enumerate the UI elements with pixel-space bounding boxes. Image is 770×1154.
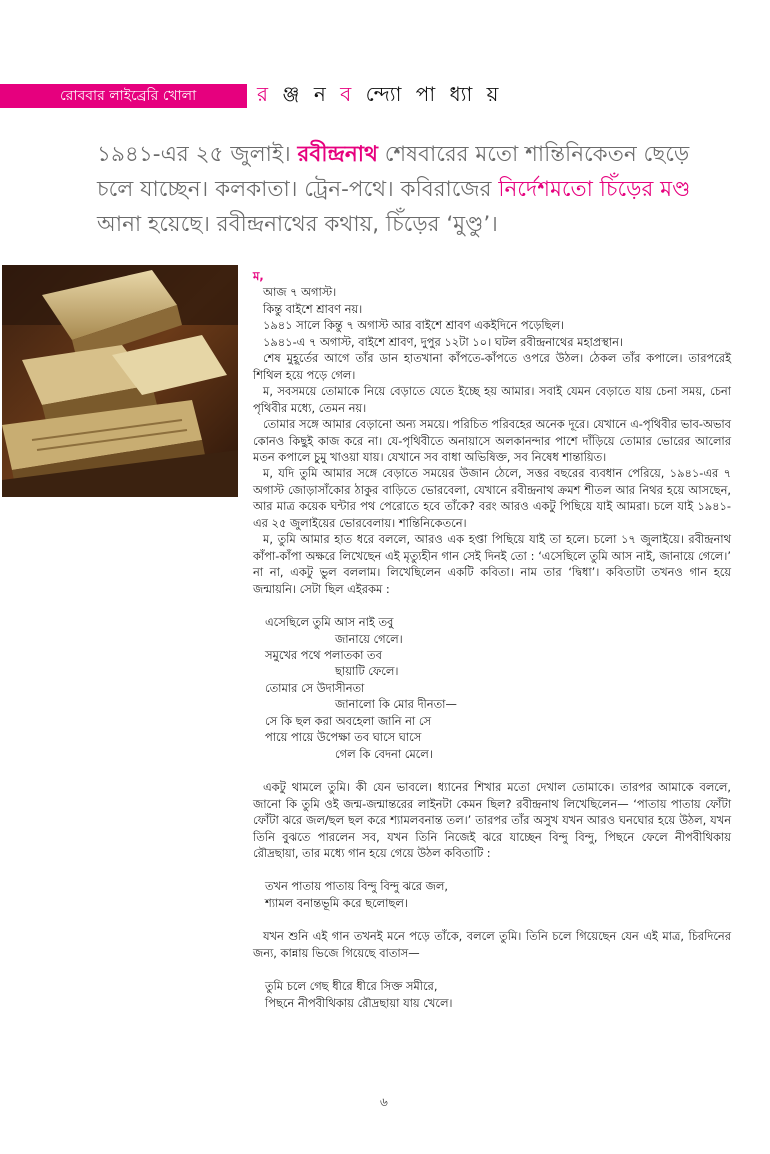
poem-line: তোমার সে উদাসীনতা: [265, 680, 365, 695]
intro-text-2: শেষবারের মতো শান্তিনিকেতন ছেড়ে চলে যাচ্ছেন। কলকাতা। ট্রেন-পথে। কবিরাজের: [97, 142, 690, 202]
paragraph: একটু থামলে তুমি। কী যেন ভাবলে। ধ্যানের শিখার মতো দেখাল তোমাকে। তারপর আমাকে বললে, জানো কি তুমি ওই জন্ম-জন্মান্তরের লাইনটা কেমন ছিল? রবীন্দ্রনাথ লিখেছিলেন— ‘পাতায় পাতায় ফোঁটা ফোঁটা ঝরে জল/ছল ছল করে শ্যামলবনান্ত তল।’ তারপর তাঁর অসুখ যখন আরও ঘনঘোর হয়ে উঠল, যখন তিনি বুঝতে পারলেন সব, যখন তিনি নিজেই ঝরে যাচ্ছেন বিন্দু বিন্দু, পিছনে ফেলে নীপবীথিকায় রৌদ্রছায়া, তার মধ্যে গান হয়ে গেয়ে উঠল কবিতাটি :: [253, 780, 731, 860]
paragraph: ম, যদি তুমি আমার সঙ্গে বেড়াতে সময়ের উজান ঠেলে, সত্তর বছরের ব্যবধান পেরিয়ে, ১৯৪১-এর ৭ অগাস্ট জোড়াসাঁকোর ঠাকুর বাড়িতে ভোরবেলা, যেখানে রবীন্দ্রনাথ ক্রমশ শীতল আর নিথর হয়ে আসছেন, আর মাত্র কয়েক ঘন্টার পথ পেরোতে হবে তাঁকে? বরং আরও একটু পিছিয়ে যাই আমরা। চলে যাই ১৯৪১-এর ২৫ জুলাইয়ের ভোরবেলায়। শান্তিনিকেতনে।: [253, 466, 731, 530]
poem-line: পায়ে পায়ে উপেক্ষা তব ঘাসে ঘাসে: [265, 730, 422, 745]
poem-line: জানায়ে গেলে।: [335, 631, 403, 646]
author-name: [257, 80, 502, 113]
poem-song-end: [265, 978, 731, 1011]
intro-text-3: আনা হয়েছে। রবীন্দ্রনাথের কথায়, চিঁড়ের ‘মুণ্ডু’।: [97, 212, 498, 237]
paragraph: আজ ৭ অগাস্ট।: [263, 285, 337, 300]
paragraph: ১৯৪১ সালে কিন্তু ৭ অগাস্ট আর বাইশে শ্রাবণ একইদিনে পড়েছিল।: [263, 318, 565, 333]
poem-line: গেল কি বেদনা মেলে।: [335, 746, 433, 761]
poem-line: সমুখের পথে পলাতকা তব: [265, 647, 382, 662]
poem-line: শ্যামল বনান্তভূমি করে ছলোছল।: [265, 895, 408, 910]
paragraph: যখন শুনি এই গান তখনই মনে পড়ে তাঁকে, বললে তুমি। তিনি চলে গিয়েছেন যেন এই মাত্র, চিরদিনের জন্য, কান্নায় ভিজে গিয়েছে বাতাস—: [253, 929, 731, 960]
paragraph: শেষ মুহূর্তের আগে তাঁর ডান হাতখানা কাঁপতে-কাঁপতে ওপরে উঠল। ঠেকল তাঁর কপালে। তারপরেই শিথিল হয়ে পড়ে গেল।: [253, 351, 731, 382]
poem-dwidha: [265, 614, 731, 762]
salutation: ম,: [253, 269, 264, 283]
poem-line: তুমি চলে গেছ ধীরে ধীরে সিক্ত সমীরে,: [265, 979, 438, 994]
author-last-initial: ব: [340, 82, 356, 106]
paragraph: কিন্তু বাইশে শ্রাবণ নয়।: [263, 301, 363, 316]
intro-highlight: নির্দেশমতো চিঁড়ের মণ্ড: [498, 177, 691, 202]
author-first-initial: র: [257, 82, 273, 106]
paragraph: ১৯৪১-এ ৭ অগাস্ট, বাইশে শ্রাবণ, দুপুর ১২টা ১০। ঘটল রবীন্দ্রনাথের মহাপ্রস্থান।: [263, 334, 623, 349]
poem-line: জানালো কি মোর দীনতা—: [335, 697, 457, 712]
paragraph: তোমার সঙ্গে আমার বেড়ানো অন্য সময়ে। পরিচিত পরিবহের অনেক দূরে। যেখানে এ-পৃথিবীর ভাব-অভাব কোনও কিছুই কাজ করে না। যে-পৃথিবীতে অনায়াসে অলকানন্দার পাশে দাঁড়িয়ে তোমার ভোরের আলোর মতন কপালে চুমু খাওয়া যায়। যেখানে সব বাধা অভিষিক্ত, সব নিষেধ শান্তায়িত।: [253, 417, 731, 464]
poem-line: সে কি ছল করা অবহেলা জানি না সে: [265, 713, 432, 728]
poem-song: [265, 878, 731, 911]
intro-name-highlight: রবীন্দ্রনাথ: [297, 142, 378, 167]
poem-line: ছায়াটি ফেলে।: [335, 664, 399, 679]
article-body: [253, 268, 731, 1028]
paragraph: ম, সবসময়ে তোমাকে নিয়ে বেড়াতে যেতে ইচ্ছে হয় আমার। সবাই যেমন বেড়াতে যায় চেনা সময়, চেনা পৃথিবীর মধ্যে, তেমন নয়।: [253, 384, 731, 415]
author-first-rest: ঞ্জ ন: [272, 82, 341, 106]
intro-paragraph: [97, 137, 697, 242]
paragraph: ম, তুমি আমার হাত ধরে বললে, আরও এক হপ্তা পিছিয়ে যাই তা হলে। চলো ১৭ জুলাইয়ে। রবীন্দ্রনাথ কাঁপা-কাঁপা অক্ষরে লিখেছেন এই মৃত্যুহীন গান সেই দিনই তো : ‘এসেছিলে তুমি আস নাই, জানায়ে গেলে।’ না না, একটু ভুল বললাম। লিখেছিলেন একটি কবিতা। নাম তার ‘দ্বিধা’। কবিতাটা তখনও গান হয়ে জন্মায়নি। সেটা ছিল এইরকম :: [253, 532, 731, 596]
poem-line: তখন পাতায় পাতায় বিন্দু বিন্দু ঝরে জল,: [265, 879, 448, 894]
page-number: ৬: [380, 1095, 388, 1109]
poem-line: এসেছিলে তুমি আস নাই তবু: [265, 615, 394, 630]
poem-line: পিছনে নীপবীথিকায় রৌদ্রছায়া যায় খেলে।: [265, 995, 453, 1010]
section-label: রোববার লাইব্রেরি খোলা: [60, 88, 197, 104]
intro-text-1: ১৯৪১-এর ২৫ জুলাই।: [97, 142, 298, 167]
old-books-photo: [2, 265, 238, 497]
author-last-rest: ন্দ্যো পা ধ্যা য়: [355, 82, 503, 106]
